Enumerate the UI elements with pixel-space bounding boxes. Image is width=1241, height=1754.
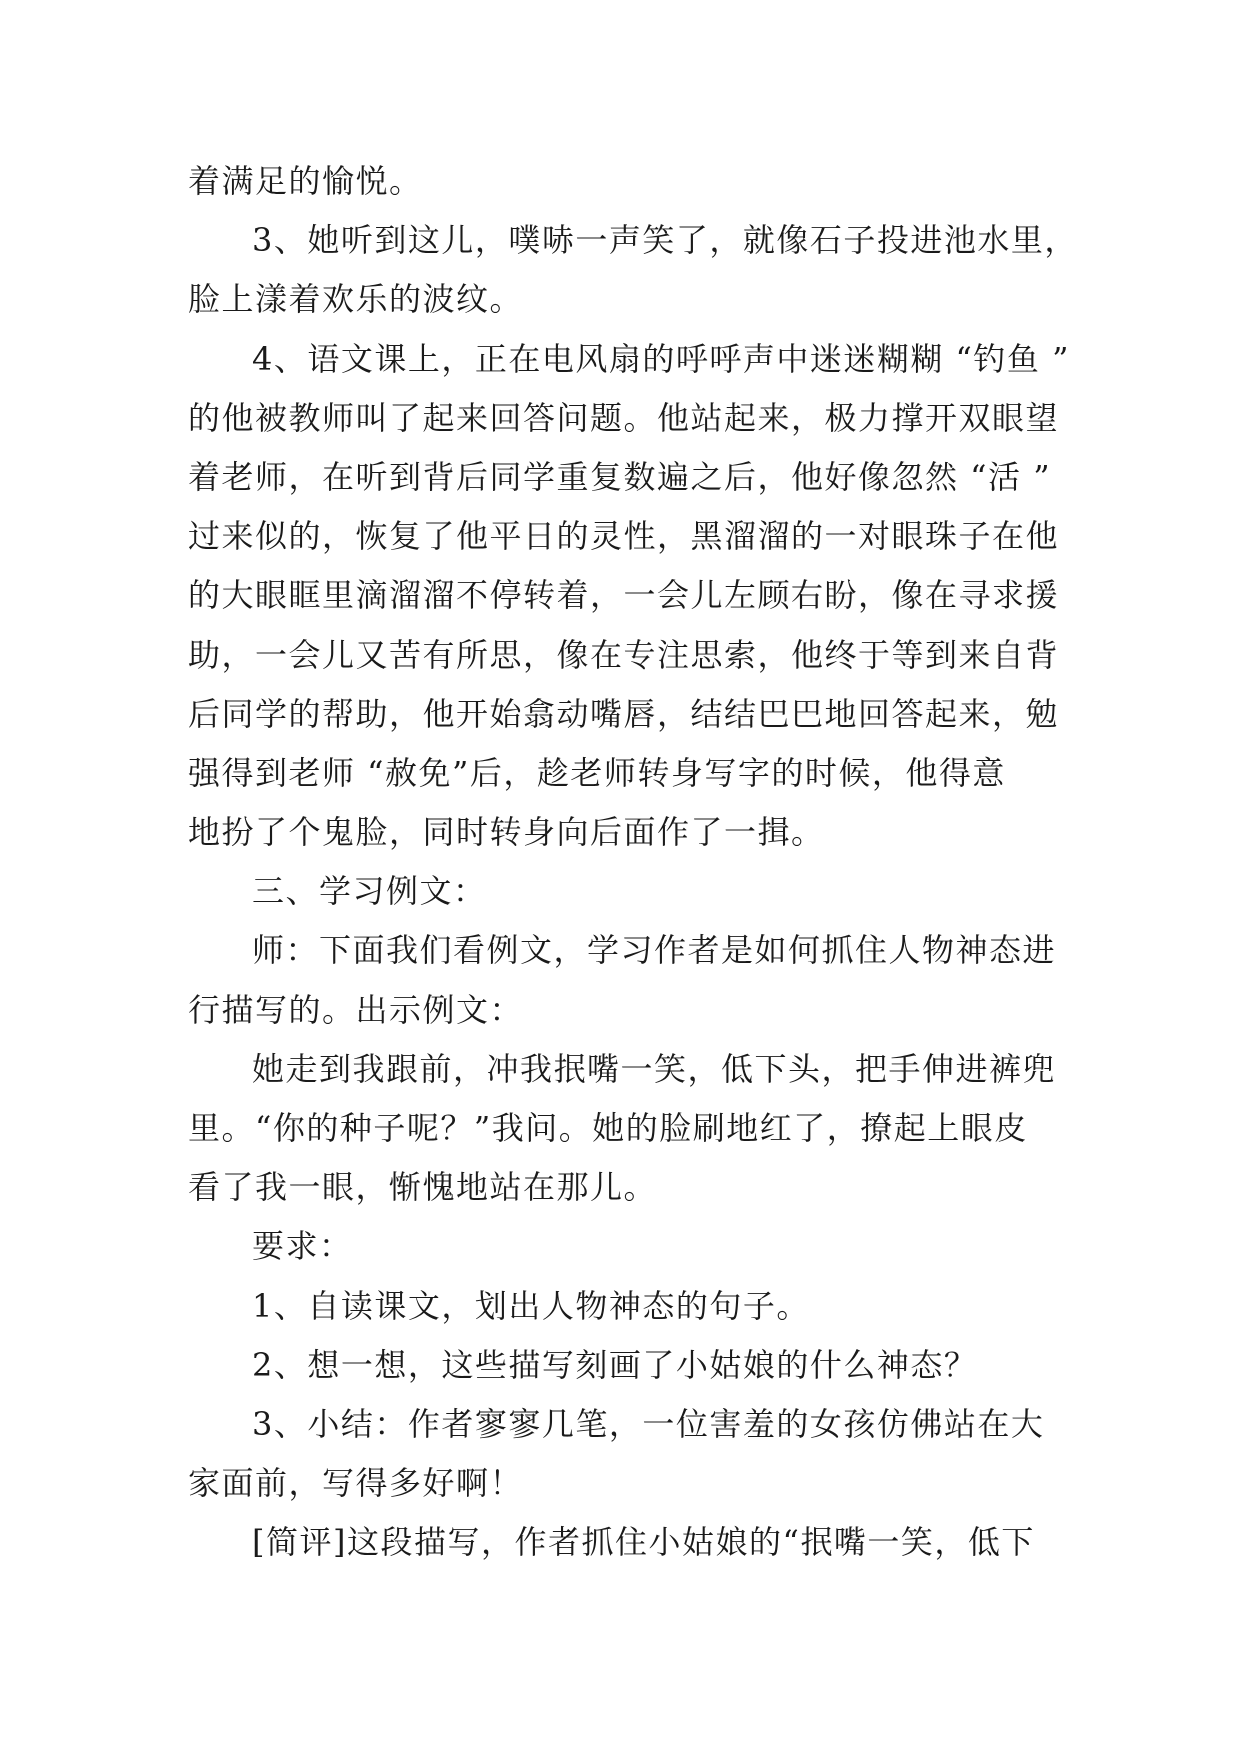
text-line: 要求： <box>252 1227 353 1266</box>
text-line: 看了我一眼，惭愧地站在那儿。 <box>188 1168 658 1207</box>
text-line: 家面前，写得多好啊！ <box>188 1464 524 1503</box>
text-line: 过来似的，恢复了他平日的灵性，黑溜溜的一对眼珠子在他 <box>188 517 1060 556</box>
text-line: 的大眼眶里滴溜溜不停转着，一会儿左顾右盼，像在寻求援 <box>188 576 1060 615</box>
text-line: 后同学的帮助，他开始翕动嘴唇，结结巴巴地回答起来，勉 <box>188 694 1060 733</box>
text-line: 4、语文课上，正在电风扇的呼呼声中迷迷糊糊 “钓鱼 ” <box>252 339 1070 378</box>
text-line: 助，一会儿又苦有所思，像在专注思索，他终于等到来自背 <box>188 635 1060 674</box>
text-line: 1、自读课文，划出人物神态的句子。 <box>252 1286 810 1325</box>
text-line: [简评]这段描写，作者抓住小姑娘的“抿嘴一笑，低下 <box>252 1523 1035 1562</box>
text-line: 着老师，在听到背后同学重复数遍之后，他好像忽然 “活 ” <box>188 457 1052 496</box>
text-line: 着满足的愉悦。 <box>188 162 423 200</box>
text-line: 3、她听到这儿，噗哧一声笑了，就像石子投进池水里， <box>252 221 1078 260</box>
text-line: 里。“你的种子呢？”我问。她的脸刷地红了，撩起上眼皮 <box>188 1109 1028 1147</box>
text-line: 三、学习例文： <box>252 872 487 911</box>
body-text <box>188 152 1078 1573</box>
text-line: 强得到老师 “赦免”后，趁老师转身写字的时候，他得意 <box>188 753 1006 792</box>
text-line: 2、想一想，这些描写刻画了小姑娘的什么神态？ <box>252 1345 978 1384</box>
text-line: 师：下面我们看例文，学习作者是如何抓住人物神态进 <box>252 931 1057 970</box>
text-line: 行描写的。出示例文： <box>188 990 524 1029</box>
text-line: 的他被教师叫了起来回答问题。他站起来，极力撑开双眼望 <box>188 398 1060 437</box>
text-line: 脸上漾着欢乐的波纹。 <box>188 280 524 319</box>
text-line: 她走到我跟前，冲我抿嘴一笑，低下头，把手伸进裤兜 <box>252 1049 1057 1088</box>
text-line: 地扮了个鬼脸，同时转身向后面作了一揖。 <box>188 813 825 852</box>
text-line: 3、小结：作者寥寥几笔，一位害羞的女孩仿佛站在大 <box>252 1404 1045 1443</box>
